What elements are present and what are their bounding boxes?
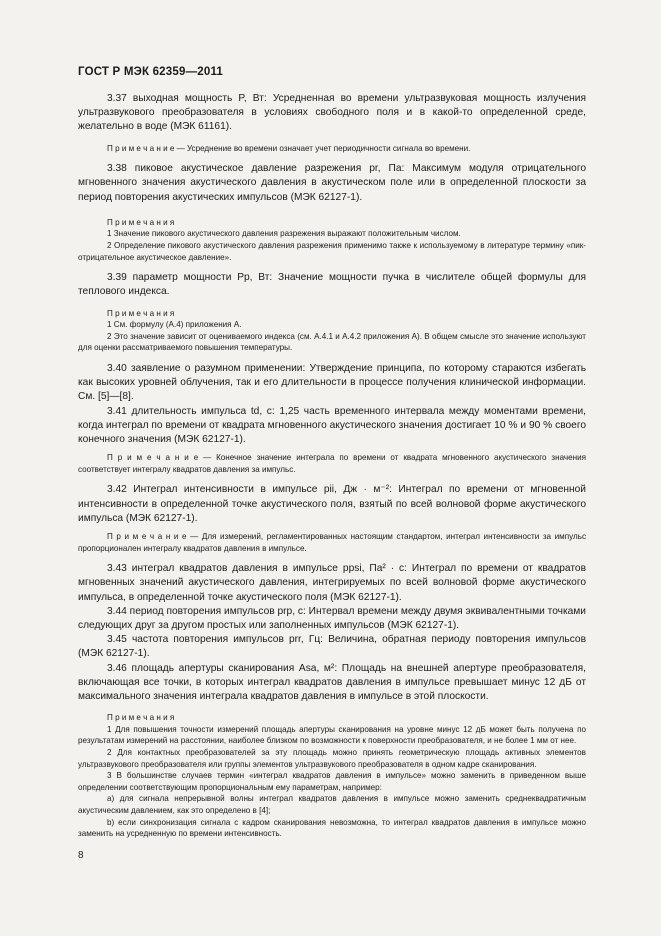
note-3-46-1: 1 Для повышения точности измерений площадь апертуры сканирования на уровне минус 12 дБ может быть получена по результатам измерений на расстоянии, наиболее близком по возможности к поверхности преобразователя, и не более 1 мм от нее. — [78, 724, 586, 746]
term-3-46: 3.46 площадь апертуры сканирования Asa, м²: Площадь на внешней апертуре преобразователя, включающая все точки, в которых интеграл квадратов давления в импульсе превышает минус 12 дБ от максимального значения интеграла квадратов давления в импульсе в этой плоскости. — [78, 662, 586, 702]
term-3-44: 3.44 период повторения импульсов prp, с: Интервал времени между двумя эквивалентными точками следующих друг за другом простых или заполненных импульсов (МЭК 62127-1). — [78, 605, 586, 631]
term-3-43: 3.43 интеграл квадратов давления в импульсе ppsi, Па² · с: Интеграл по времени от квадратов мгновенных значений акустического давления, интегрируемых по всей волновой форме акустического импульса, в определенной точке акустического поля (МЭК 62127-1). — [78, 563, 586, 603]
document-header: ГОСТ Р МЭК 62359—2011 — [78, 66, 224, 78]
note-3-46-3a: а) для сигнала непрерывной волны интеграл квадратов давления в импульсе можно заменить среднеквадратичным акустическим давлением, как это определено в [4]; — [78, 794, 586, 815]
term-3-45: 3.45 частота повторения импульсов prr, Гц: Величина, обратная периоду повторения импульсов (МЭК 62127-1). — [78, 634, 586, 660]
note-3-38-1: 1 Значение пикового акустического давления разрежения выражают положительным числом. — [107, 229, 461, 239]
note-3-38-2: 2 Определение пикового акустического давления разрежения применимо также к используемому в литературе термину «пик-отрицательное акустическое давление». — [78, 241, 586, 262]
term-3-41: 3.41 длительность импульса td, с: 1,25 часть временного интервала между моментами времени, когда интеграл по времени от квадрата мгновенного акустического значения достигает 10 % и 90 % своего конечного значения (МЭК 62127-1). — [78, 405, 586, 445]
note-3-46-3: 3 В большинстве случаев термин «интеграл квадратов давления в импульсе» можно заменить в приведенном выше определении соответствующим пропорциональным ему параметрам, например: — [78, 771, 586, 792]
note-3-39-2: 2 Это значение зависит от оцениваемого индекса (см. А.4.1 и А.4.2 приложения А). В общем смысле это значение используют для оценки рассматриваемого повышения температуры. — [78, 331, 586, 353]
note-3-37: П р и м е ч а н и е — Усреднение во времени означает учет периодичности сигнала во времени. — [107, 143, 471, 153]
notes-heading: П р и м е ч а н и я — [107, 713, 175, 723]
page-number: 8 — [78, 850, 84, 861]
note-3-39-1: 1 См. формулу (А.4) приложения А. — [107, 320, 242, 330]
document-body — [78, 92, 586, 840]
note-3-42: П р и м е ч а н и е — Для измерений, регламентированных настоящим стандартом, интеграл интенсивности за импульс пропорционален интегралу квадратов давления в импульсе. — [78, 531, 586, 553]
term-3-42: 3.42 Интеграл интенсивности в импульсе pii, Дж · м⁻²: Интеграл по времени от мгновенной интенсивности в определенной точке акустического поля, взятый по всей волновой форме акустического импульса (МЭК 62127-1). — [78, 484, 586, 524]
note-3-46-3b: b) если синхронизация сигнала с кадром сканирования невозможна, то интеграл квадратов давления в импульсе можно заменить на усредненную по времени интенсивность. — [78, 817, 586, 839]
term-3-40: 3.40 заявление о разумном применении: Утверждение принципа, по которому стараются избегать как высоких уровней облучения, так и его длительности в процессе получения клинической информации. См. [5]—[8]. — [78, 362, 586, 403]
term-3-39: 3.39 параметр мощности Pp, Вт: Значение мощности пучка в числителе общей формулы для теплового индекса. — [78, 272, 586, 298]
term-3-38: 3.38 пиковое акустическое давление разрежения pr, Па: Максимум модуля отрицательного мгновенного значения акустического давления в акустическом поле или в определенной плоскости за период повторения акустических импульсов (МЭК 62127-1). — [78, 163, 586, 203]
note-3-46-2: 2 Для контактных преобразователей за эту площадь можно принять геометрическую площадь активных элементов ультразвукового преобразователя или группы элементов ультразвукового преобразователя в одном кадре сканирования. — [78, 747, 586, 769]
term-3-37: 3.37 выходная мощность P, Вт: Усредненная во времени ультразвуковая мощность излучения ультразвукового преобразователя в условиях свободного поля и в какой-то определенной среде, желательно в воде (МЭК 61161). — [78, 93, 586, 133]
notes-heading: П р и м е ч а н и я — [107, 217, 175, 227]
note-3-41: П р и м е ч а н и е — Конечное значение интеграла по времени от квадрата мгновенного акустического значения соответствует интегралу квадратов давления за импульс. — [78, 453, 586, 474]
notes-heading: П р и м е ч а н и я — [107, 308, 175, 318]
